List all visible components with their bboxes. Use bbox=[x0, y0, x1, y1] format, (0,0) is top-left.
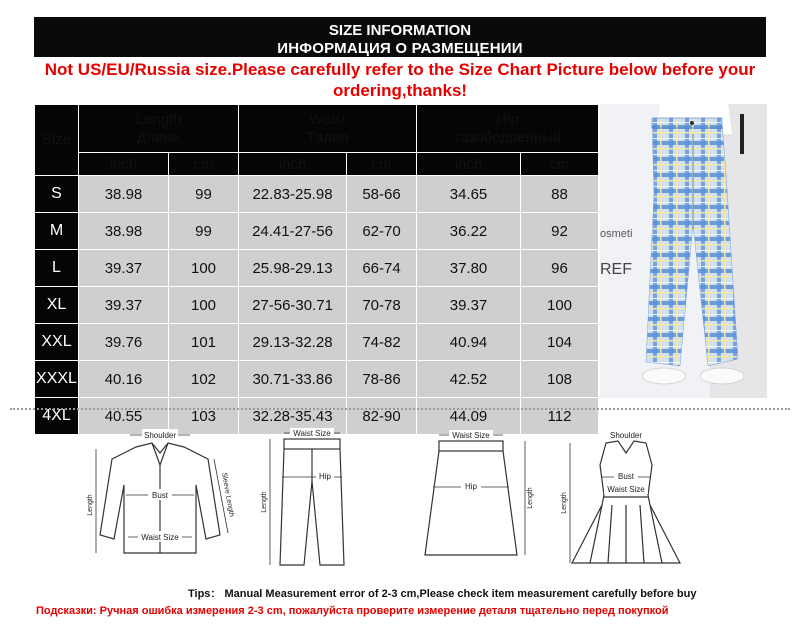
table-cell: 74-82 bbox=[347, 324, 417, 361]
shirt-length-label: Length bbox=[87, 494, 94, 516]
header-row-units bbox=[35, 153, 599, 176]
size-label: XL bbox=[35, 287, 79, 324]
table-cell: 39.37 bbox=[79, 250, 169, 287]
table-cell: 104 bbox=[521, 324, 599, 361]
table-cell: 99 bbox=[169, 176, 239, 213]
shirt-bust-label: Bust bbox=[151, 491, 169, 500]
dress-shoulder-label: Shoulder bbox=[609, 431, 643, 440]
table-cell: 36.22 bbox=[417, 213, 521, 250]
table-cell: 38.98 bbox=[79, 213, 169, 250]
table-cell: 39.37 bbox=[79, 287, 169, 324]
table-cell: 70-78 bbox=[347, 287, 417, 324]
table-row bbox=[35, 176, 599, 213]
tips-ru: Подсказки: Ручная ошибка измерения 2-3 cm, пожалуйста проверите измерение деталя тщательно перед покупкой bbox=[36, 605, 669, 617]
product-photo bbox=[600, 104, 767, 398]
pants-length-label: Length bbox=[261, 491, 268, 513]
table-cell: 25.98-29.13 bbox=[239, 250, 347, 287]
unit-header: inch bbox=[239, 153, 347, 176]
table-row bbox=[35, 361, 599, 398]
table-row bbox=[35, 324, 599, 361]
bg-text-cosmetic: osmeti bbox=[600, 228, 633, 240]
table-cell: 62-70 bbox=[347, 213, 417, 250]
size-label: XXXL bbox=[35, 361, 79, 398]
size-column-header: Size bbox=[35, 105, 79, 176]
shirt-sleeve-label: Sleeve Length bbox=[220, 472, 235, 518]
table-row bbox=[35, 250, 599, 287]
table-cell: 78-86 bbox=[347, 361, 417, 398]
table-cell: 38.98 bbox=[79, 176, 169, 213]
table-cell: 58-66 bbox=[347, 176, 417, 213]
unit-header: inch bbox=[79, 153, 169, 176]
skirt-length-label: Length bbox=[527, 487, 534, 509]
size-label: M bbox=[35, 213, 79, 250]
table-cell: 34.65 bbox=[417, 176, 521, 213]
length-header-ru: длина bbox=[137, 128, 180, 146]
table-cell: 92 bbox=[521, 213, 599, 250]
plaid-pants-illustration bbox=[600, 104, 767, 398]
waist-header-ru: Талия bbox=[306, 128, 349, 146]
size-label: L bbox=[35, 250, 79, 287]
measurement-diagrams bbox=[80, 425, 730, 575]
size-label: XXL bbox=[35, 324, 79, 361]
table-cell: 39.76 bbox=[79, 324, 169, 361]
table-cell: 103 bbox=[169, 398, 239, 435]
shirt-diagram bbox=[80, 425, 240, 575]
waist-header bbox=[239, 105, 417, 153]
table-cell: 30.71-33.86 bbox=[239, 361, 347, 398]
size-label: 4XL bbox=[35, 398, 79, 435]
table-cell: 99 bbox=[169, 213, 239, 250]
pants-hip-label: Hip bbox=[318, 472, 332, 481]
dress-length-label: Length bbox=[561, 492, 568, 514]
size-chart-table bbox=[34, 104, 599, 435]
skirt-waist-label: Waist Size bbox=[452, 431, 490, 440]
hip-header bbox=[417, 105, 599, 153]
table-cell: 100 bbox=[169, 287, 239, 324]
hip-header-en: Hip bbox=[496, 110, 519, 128]
table-cell: 100 bbox=[169, 250, 239, 287]
table-cell: 42.52 bbox=[417, 361, 521, 398]
table-cell: 44.09 bbox=[417, 398, 521, 435]
unit-header: cm bbox=[169, 153, 239, 176]
table-cell: 29.13-32.28 bbox=[239, 324, 347, 361]
waist-header-en: Waist bbox=[309, 110, 346, 128]
dress-waist-label: Waist Size bbox=[607, 485, 645, 494]
unit-header: cm bbox=[521, 153, 599, 176]
pants-diagram bbox=[250, 425, 350, 575]
table-cell: 82-90 bbox=[347, 398, 417, 435]
table-row bbox=[35, 213, 599, 250]
unit-header: inch bbox=[417, 153, 521, 176]
bg-text-ref: REF bbox=[600, 261, 632, 278]
unit-header: cm bbox=[347, 153, 417, 176]
pants-waist-label: Waist Size bbox=[293, 429, 331, 438]
table-cell: 40.16 bbox=[79, 361, 169, 398]
section-divider bbox=[10, 408, 790, 410]
length-header-en: Length bbox=[135, 110, 182, 128]
size-label: S bbox=[35, 176, 79, 213]
tips-en: Tips： Manual Measurement error of 2-3 cm,Please check item measurement carefully before buy bbox=[188, 588, 697, 600]
table-cell: 37.80 bbox=[417, 250, 521, 287]
skirt-hip-label: Hip bbox=[464, 482, 478, 491]
table-cell: 40.94 bbox=[417, 324, 521, 361]
table-cell: 39.37 bbox=[417, 287, 521, 324]
dress-diagram bbox=[560, 425, 730, 575]
banner-title-ru: ИНФОРМАЦИЯ О РАЗМЕЩЕНИИ bbox=[277, 40, 523, 57]
shirt-waist-label: Waist Size bbox=[141, 533, 179, 542]
table-cell: 100 bbox=[521, 287, 599, 324]
table-cell: 96 bbox=[521, 250, 599, 287]
size-info-banner bbox=[34, 17, 766, 57]
size-warning: Not US/EU/Russia size.Please carefully refer to the Size Chart Picture below before your ordering,thanks! bbox=[44, 60, 756, 100]
table-cell: 24.41-27-56 bbox=[239, 213, 347, 250]
skirt-diagram bbox=[405, 425, 545, 575]
table-cell: 40.55 bbox=[79, 398, 169, 435]
table-cell: 112 bbox=[521, 398, 599, 435]
table-cell: 101 bbox=[169, 324, 239, 361]
table-cell: 102 bbox=[169, 361, 239, 398]
shirt-shoulder-label: Shoulder bbox=[143, 431, 177, 440]
dress-bust-label: Bust bbox=[617, 472, 635, 481]
table-cell: 27-56-30.71 bbox=[239, 287, 347, 324]
table-cell: 22.83-25.98 bbox=[239, 176, 347, 213]
header-row-groups bbox=[35, 105, 599, 153]
hip-header-ru: тазобедренный bbox=[453, 128, 562, 146]
table-cell: 32.28-35.43 bbox=[239, 398, 347, 435]
table-cell: 88 bbox=[521, 176, 599, 213]
table-cell: 66-74 bbox=[347, 250, 417, 287]
length-header bbox=[79, 105, 239, 153]
table-row bbox=[35, 287, 599, 324]
banner-title-en: SIZE INFORMATION bbox=[328, 22, 472, 39]
table-cell: 108 bbox=[521, 361, 599, 398]
